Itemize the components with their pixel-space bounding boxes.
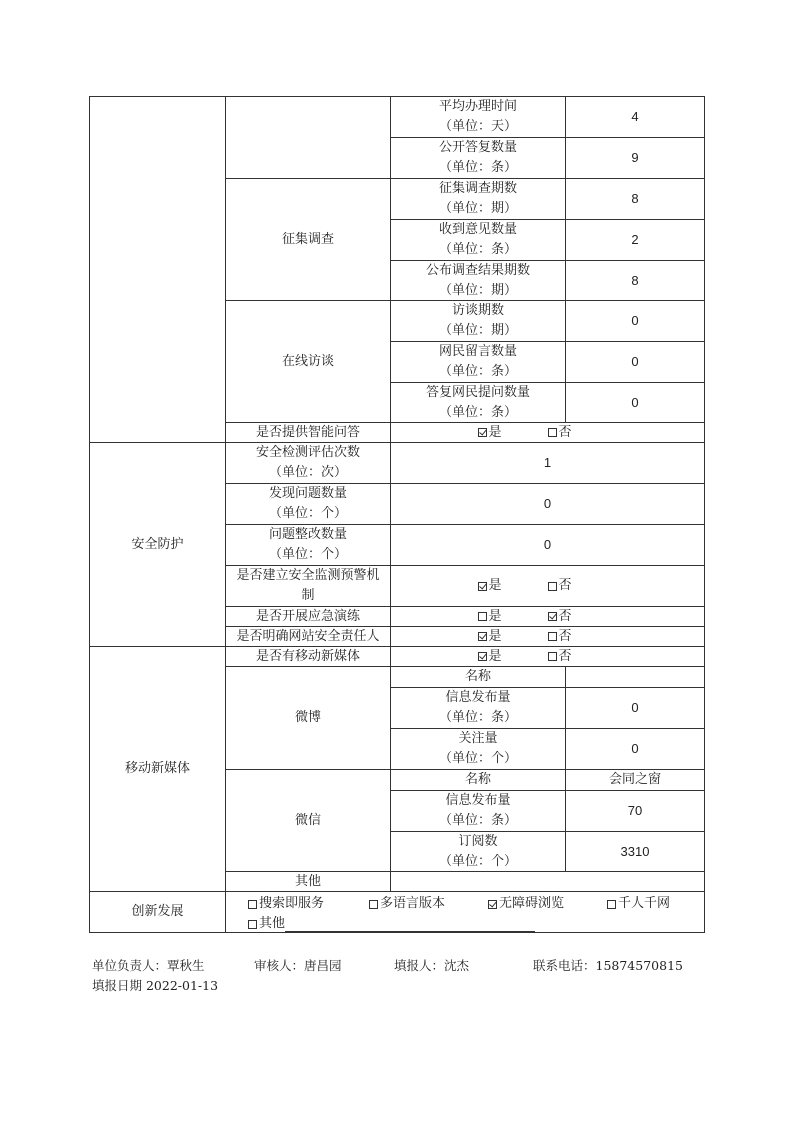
row-label: 收到意见数量 （单位：条） — [390, 219, 566, 261]
name-value — [565, 666, 705, 688]
row-label-other: 其他 — [225, 871, 391, 892]
group-cell-mobile — [89, 646, 226, 892]
checkbox-empty-icon — [548, 652, 557, 661]
row-value: 8 — [565, 260, 705, 301]
row-label: 信息发布量 （单位：条） — [390, 790, 566, 832]
row-value: 0 — [565, 382, 705, 423]
option-search-service[interactable]: 搜索即服务 — [248, 894, 369, 914]
yes-checkbox[interactable]: 是 — [478, 647, 548, 667]
group-label: 创新发展 — [131, 904, 184, 919]
other-underline[interactable] — [285, 917, 535, 932]
group-label: 安全防护 — [131, 536, 184, 552]
name-label: 名称 — [390, 769, 566, 791]
innovation-options — [225, 891, 705, 933]
row-label-smart-qa: 是否提供智能问答 — [225, 422, 391, 443]
row-value: 1 — [390, 442, 705, 484]
checkbox-empty-icon — [478, 612, 487, 621]
other-value — [390, 871, 705, 892]
row-label: 信息发布量 （单位：条） — [390, 687, 566, 729]
checkbox-empty-icon — [607, 900, 616, 909]
footer-reviewer: 审核人：唐昌园 — [254, 958, 342, 973]
checkbox-checked-icon — [488, 900, 497, 909]
yes-no-cell — [390, 626, 705, 647]
checkbox-empty-icon — [248, 920, 257, 929]
checkbox-empty-icon — [548, 428, 557, 437]
checkbox-empty-icon — [369, 900, 378, 909]
yes-no-cell — [390, 422, 705, 443]
subgroup-cell-wechat: 微信 — [225, 769, 391, 872]
row-label: 关注量 （单位：个） — [390, 728, 566, 770]
footer-phone: 联系电话：15874570815 — [533, 958, 683, 973]
row-label: 是否有移动新媒体 — [225, 646, 391, 667]
row-label: 公布调查结果期数 （单位：期） — [390, 260, 566, 301]
row-label: 问题整改数量 （单位：个） — [225, 524, 391, 566]
group-cell-interaction — [89, 96, 226, 443]
option-accessibility[interactable]: 无障碍浏览 — [488, 894, 607, 914]
footer-filler: 填报人：沈杰 — [394, 958, 470, 973]
subgroup-cell-weibo: 微博 — [225, 666, 391, 770]
checkbox-checked-icon — [548, 612, 557, 621]
yes-no-cell — [390, 565, 705, 607]
name-value: 会同之窗 — [565, 769, 705, 791]
row-label: 是否开展应急演练 — [225, 606, 391, 627]
checkbox-empty-icon — [548, 632, 557, 641]
no-checkbox[interactable]: 否 — [548, 576, 618, 596]
row-label: 是否建立安全监测预警机 制 — [225, 565, 391, 607]
yes-checkbox[interactable]: 是 — [478, 627, 548, 647]
row-value: 70 — [565, 790, 705, 832]
row-value: 0 — [565, 687, 705, 729]
option-multilingual[interactable]: 多语言版本 — [369, 894, 488, 914]
yes-checkbox[interactable]: 是 — [478, 576, 548, 596]
footer-unit-head: 单位负责人：覃秋生 — [92, 958, 205, 973]
row-value: 9 — [565, 137, 705, 179]
row-label: 安全检测评估次数 （单位：次） — [225, 442, 391, 484]
no-checkbox[interactable]: 否 — [548, 607, 618, 627]
no-checkbox[interactable]: 否 — [548, 423, 618, 443]
name-label: 名称 — [390, 666, 566, 688]
row-label: 是否明确网站安全责任人 — [225, 626, 391, 647]
checkbox-checked-icon — [478, 652, 487, 661]
row-label: 征集调查期数 （单位：期） — [390, 178, 566, 220]
option-personalized[interactable]: 千人千网 — [607, 894, 670, 914]
subgroup-cell-survey: 征集调查 — [225, 178, 391, 301]
checkbox-checked-icon — [478, 428, 487, 437]
checkbox-empty-icon — [248, 900, 257, 909]
row-value: 0 — [565, 300, 705, 342]
row-value: 3310 — [565, 831, 705, 872]
row-label: 订阅数 （单位：个） — [390, 831, 566, 872]
row-label: 网民留言数量 （单位：条） — [390, 341, 566, 383]
row-value: 4 — [565, 96, 705, 138]
footer-date: 填报日期 2022-01-13 — [92, 978, 219, 993]
group-cell-innovation — [89, 891, 226, 933]
yes-no-cell — [390, 606, 705, 627]
innovation-row-other — [248, 914, 535, 934]
row-label: 答复网民提问数量 （单位：条） — [390, 382, 566, 423]
row-label: 访谈期数 （单位：期） — [390, 300, 566, 342]
checkbox-checked-icon — [478, 582, 487, 591]
subgroup-cell-interview: 在线访谈 — [225, 300, 391, 423]
no-checkbox[interactable]: 否 — [548, 647, 618, 667]
innovation-row — [248, 894, 670, 914]
row-value: 8 — [565, 178, 705, 220]
option-other[interactable]: 其他 — [248, 914, 285, 934]
checkbox-empty-icon — [548, 582, 557, 591]
row-value: 0 — [390, 483, 705, 525]
checkbox-checked-icon — [478, 632, 487, 641]
row-label: 平均办理时间 （单位：天） — [390, 96, 566, 138]
group-cell-security — [89, 442, 226, 647]
yes-checkbox[interactable]: 是 — [478, 607, 548, 627]
row-label: 发现问题数量 （单位：个） — [225, 483, 391, 525]
group-label: 移动新媒体 — [124, 761, 190, 776]
yes-checkbox[interactable]: 是 — [478, 423, 548, 443]
row-value: 2 — [565, 219, 705, 261]
subgroup-cell-blank — [225, 96, 391, 179]
row-value: 0 — [565, 728, 705, 770]
yes-no-cell — [390, 646, 705, 667]
row-value: 0 — [390, 524, 705, 566]
row-value: 0 — [565, 341, 705, 383]
row-label: 公开答复数量 （单位：条） — [390, 137, 566, 179]
no-checkbox[interactable]: 否 — [548, 627, 618, 647]
